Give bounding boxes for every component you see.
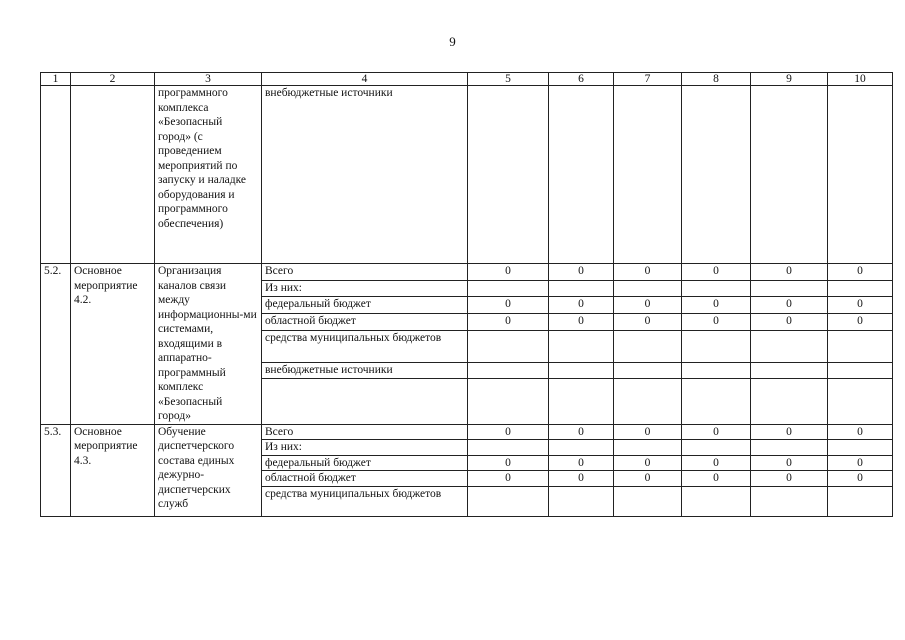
funding-source-cell: Из них: xyxy=(262,280,468,297)
value-cell: 0 xyxy=(828,471,893,487)
value-cell: 0 xyxy=(682,424,751,440)
main-activity-cell: Основное мероприятие 4.2. xyxy=(71,264,155,425)
header-cell: 3 xyxy=(155,73,262,86)
value-cell: 0 xyxy=(549,424,614,440)
value-cell xyxy=(751,379,828,424)
main-activity-cell xyxy=(71,86,155,264)
funding-source-cell xyxy=(262,379,468,424)
funding-source-cell: федеральный бюджет xyxy=(262,455,468,471)
value-cell: 0 xyxy=(828,313,893,330)
value-cell xyxy=(468,330,549,362)
value-cell: 0 xyxy=(614,297,682,314)
value-cell xyxy=(614,86,682,264)
value-cell xyxy=(549,280,614,297)
value-cell: 0 xyxy=(614,313,682,330)
value-cell xyxy=(468,379,549,424)
value-cell: 0 xyxy=(751,297,828,314)
value-cell xyxy=(614,280,682,297)
funding-source-cell: Из них: xyxy=(262,440,468,456)
header-cell: 7 xyxy=(614,73,682,86)
value-cell: 0 xyxy=(682,471,751,487)
funding-source-cell: Всего xyxy=(262,264,468,281)
value-cell: 0 xyxy=(751,424,828,440)
value-cell: 0 xyxy=(549,264,614,281)
value-cell: 0 xyxy=(682,313,751,330)
funding-source-cell: областной бюджет xyxy=(262,471,468,487)
value-cell xyxy=(468,486,549,516)
value-cell xyxy=(828,280,893,297)
value-cell xyxy=(828,362,893,379)
value-cell: 0 xyxy=(751,264,828,281)
header-cell: 6 xyxy=(549,73,614,86)
value-cell: 0 xyxy=(468,264,549,281)
value-cell xyxy=(614,486,682,516)
header-cell: 5 xyxy=(468,73,549,86)
activity-cell: Обучение диспетчерского состава единых дежурно-диспетчерских служб xyxy=(155,424,262,516)
main-activity-cell: Основное мероприятие 4.3. xyxy=(71,424,155,516)
value-cell: 0 xyxy=(468,471,549,487)
header-cell: 2 xyxy=(71,73,155,86)
value-cell xyxy=(751,362,828,379)
value-cell: 0 xyxy=(468,313,549,330)
value-cell xyxy=(614,440,682,456)
funding-source-cell: областной бюджет xyxy=(262,313,468,330)
table-row xyxy=(41,264,893,281)
funding-source-cell: федеральный бюджет xyxy=(262,297,468,314)
funding-source-cell: внебюджетные источники xyxy=(262,86,468,264)
value-cell: 0 xyxy=(549,455,614,471)
value-cell: 0 xyxy=(468,455,549,471)
value-cell xyxy=(614,362,682,379)
funding-source-cell: внебюджетные источники xyxy=(262,362,468,379)
funding-source-cell: средства муниципальных бюджетов xyxy=(262,486,468,516)
value-cell: 0 xyxy=(614,471,682,487)
value-cell xyxy=(828,86,893,264)
value-cell xyxy=(751,280,828,297)
value-cell: 0 xyxy=(614,424,682,440)
activity-cell: Организация каналов связи между информационны-ми системами, входящими в аппаратно-программный комплекс «Безопасный город» xyxy=(155,264,262,425)
value-cell xyxy=(549,379,614,424)
value-cell: 0 xyxy=(549,297,614,314)
value-cell: 0 xyxy=(468,424,549,440)
value-cell xyxy=(549,362,614,379)
value-cell: 0 xyxy=(828,264,893,281)
value-cell xyxy=(682,440,751,456)
header-cell: 9 xyxy=(751,73,828,86)
value-cell xyxy=(828,330,893,362)
value-cell xyxy=(682,86,751,264)
row-number-cell xyxy=(41,86,71,264)
row-number-cell: 5.2. xyxy=(41,264,71,425)
value-cell: 0 xyxy=(751,471,828,487)
value-cell: 0 xyxy=(682,297,751,314)
value-cell xyxy=(682,330,751,362)
activity-cell: программного комплекса «Безопасный город» (с проведением мероприятий по запуску и наладке оборудования и программного обеспечения) xyxy=(155,86,262,264)
value-cell xyxy=(614,379,682,424)
value-cell: 0 xyxy=(468,297,549,314)
header-cell: 4 xyxy=(262,73,468,86)
continuation-row xyxy=(41,86,893,264)
value-cell: 0 xyxy=(828,297,893,314)
value-cell: 0 xyxy=(614,455,682,471)
value-cell: 0 xyxy=(549,313,614,330)
budget-table xyxy=(40,72,893,517)
value-cell xyxy=(828,440,893,456)
table-header-row xyxy=(41,73,893,86)
value-cell: 0 xyxy=(828,455,893,471)
value-cell xyxy=(682,486,751,516)
value-cell xyxy=(614,330,682,362)
value-cell xyxy=(549,440,614,456)
value-cell xyxy=(468,86,549,264)
value-cell xyxy=(468,280,549,297)
value-cell: 0 xyxy=(751,313,828,330)
value-cell: 0 xyxy=(682,264,751,281)
value-cell: 0 xyxy=(751,455,828,471)
value-cell: 0 xyxy=(828,424,893,440)
value-cell xyxy=(549,86,614,264)
value-cell: 0 xyxy=(682,455,751,471)
value-cell xyxy=(549,330,614,362)
value-cell: 0 xyxy=(549,471,614,487)
value-cell xyxy=(751,330,828,362)
value-cell xyxy=(751,440,828,456)
value-cell xyxy=(751,86,828,264)
header-cell: 10 xyxy=(828,73,893,86)
value-cell xyxy=(828,379,893,424)
value-cell xyxy=(468,440,549,456)
header-cell: 1 xyxy=(41,73,71,86)
value-cell xyxy=(682,362,751,379)
header-cell: 8 xyxy=(682,73,751,86)
page-number: 9 xyxy=(449,34,456,49)
value-cell xyxy=(468,362,549,379)
value-cell xyxy=(682,379,751,424)
value-cell xyxy=(549,486,614,516)
value-cell xyxy=(682,280,751,297)
funding-source-cell: средства муниципальных бюджетов xyxy=(262,330,468,362)
funding-source-cell: Всего xyxy=(262,424,468,440)
value-cell: 0 xyxy=(614,264,682,281)
row-number-cell: 5.3. xyxy=(41,424,71,516)
value-cell xyxy=(828,486,893,516)
table-row xyxy=(41,424,893,440)
value-cell xyxy=(751,486,828,516)
